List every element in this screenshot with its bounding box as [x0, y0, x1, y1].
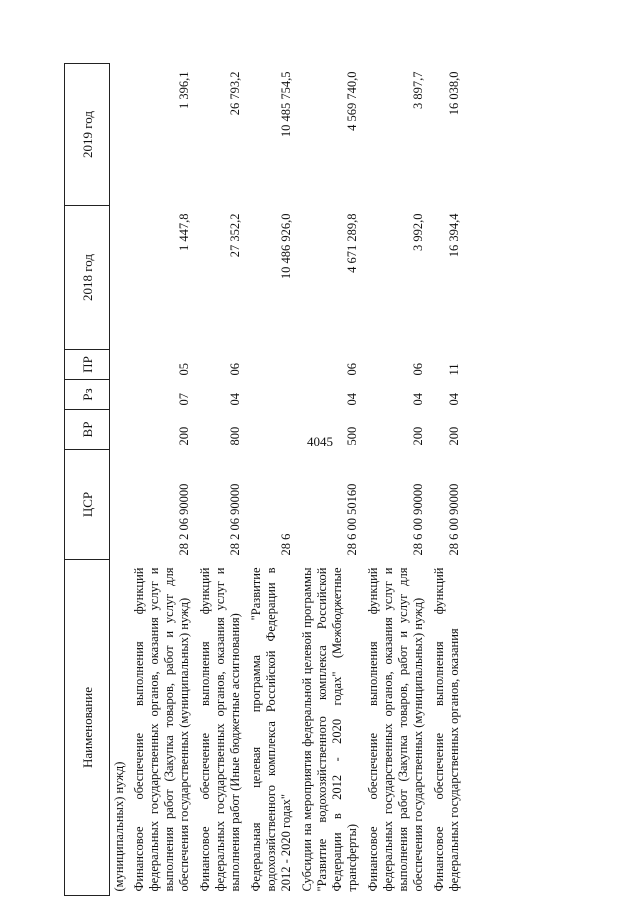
- row-vr: 800: [228, 426, 242, 446]
- row-pr: [110, 350, 130, 380]
- row-name: Финансовое обеспечение выполнения функций федеральных государственных органов, оказания услуг и выполнения работ (Закупка товаров, работ и услуг для обеспечения государственных (муниципальных) нужд): [132, 567, 191, 892]
- table-header-row: [65, 64, 110, 896]
- header-2019: 2019 год: [65, 64, 110, 206]
- header-name: Наименование: [65, 560, 110, 896]
- row-csr: 28 2 06 90000: [177, 483, 191, 556]
- row-vr: [110, 410, 130, 450]
- row-pr: 06: [228, 363, 242, 376]
- rotated-budget-table: [64, 64, 594, 896]
- row-pr: 06: [345, 363, 359, 376]
- row-2019: 16 038,0: [447, 71, 461, 116]
- row-2018: 1 447,8: [177, 213, 191, 251]
- row-rz: [246, 380, 297, 410]
- row-2019: 4 569 740,0: [345, 71, 359, 131]
- row-rz: 04: [447, 393, 461, 406]
- row-rz: 07: [177, 393, 191, 406]
- row-2018: [110, 206, 130, 350]
- row-2018: 3 992,0: [411, 213, 425, 251]
- row-csr: 28 6 00 90000: [411, 483, 425, 556]
- table-row: [363, 64, 429, 896]
- row-2018: 4 671 289,8: [345, 213, 359, 273]
- row-csr: [110, 450, 130, 560]
- row-2019: 3 897,7: [411, 71, 425, 109]
- budget-table: [64, 63, 465, 896]
- row-2018: 16 394,4: [447, 213, 461, 258]
- header-2018: 2018 год: [65, 206, 110, 350]
- row-name: (муниципальных) нужд): [112, 761, 126, 892]
- table-row: [429, 64, 465, 896]
- row-csr: 28 6 00 50160: [345, 483, 359, 556]
- header-rz: Рз: [65, 380, 110, 410]
- row-pr: [246, 350, 297, 380]
- row-csr: 28 6: [279, 533, 293, 556]
- row-name: Финансовое обеспечение выполнения функций федеральных государственных органов, оказания: [432, 567, 461, 892]
- row-name: Финансовое обеспечение выполнения функций федеральных государственных органов, оказания услуг и выполнения работ (Иные бюджетные ассигнования): [198, 567, 242, 892]
- row-2019: 1 396,1: [177, 71, 191, 109]
- row-vr: 200: [411, 426, 425, 446]
- row-pr: 11: [447, 363, 461, 376]
- row-2019: 26 793,2: [228, 71, 242, 116]
- table-row: [129, 64, 195, 896]
- header-csr: ЦСР: [65, 450, 110, 560]
- row-2018: 27 352,2: [228, 213, 242, 258]
- row-2019: [110, 64, 130, 206]
- row-rz: 04: [411, 393, 425, 406]
- row-vr: 200: [447, 426, 461, 446]
- row-rz: 04: [228, 393, 242, 406]
- row-vr: 200: [177, 426, 191, 446]
- table-row: [110, 64, 130, 896]
- row-2019: 10 485 754,5: [279, 71, 293, 138]
- row-vr: 500: [345, 426, 359, 446]
- row-name: Субсидии на мероприятия федеральной целевой программы "Развитие водохозяйственного комплекса Российской Федерации в 2012 - 2020 годах" (Межбюджетные трансферты): [300, 567, 359, 892]
- row-vr: [246, 410, 297, 450]
- table-row: [246, 64, 297, 896]
- row-2018: 10 486 926,0: [279, 213, 293, 280]
- row-rz: [110, 380, 130, 410]
- header-pr: ПР: [65, 350, 110, 380]
- row-csr: 28 6 00 90000: [447, 483, 461, 556]
- page-number: 4045: [307, 434, 333, 449]
- table-row: [195, 64, 246, 896]
- row-rz: 04: [345, 393, 359, 406]
- row-csr: 28 2 06 90000: [228, 483, 242, 556]
- row-name: Финансовое обеспечение выполнения функций федеральных государственных органов, оказания услуг и выполнения работ (Закупка товаров, работ и услуг для обеспечения государственных (муниципальных) нужд): [366, 567, 425, 892]
- row-name: Федеральная целевая программа "Развитие водохозяйственного комплекса Российской Федерации в 2012 - 2020 годах": [249, 567, 293, 892]
- header-vr: ВР: [65, 410, 110, 450]
- table-row: [297, 64, 363, 896]
- row-pr: 05: [177, 363, 191, 376]
- row-pr: 06: [411, 363, 425, 376]
